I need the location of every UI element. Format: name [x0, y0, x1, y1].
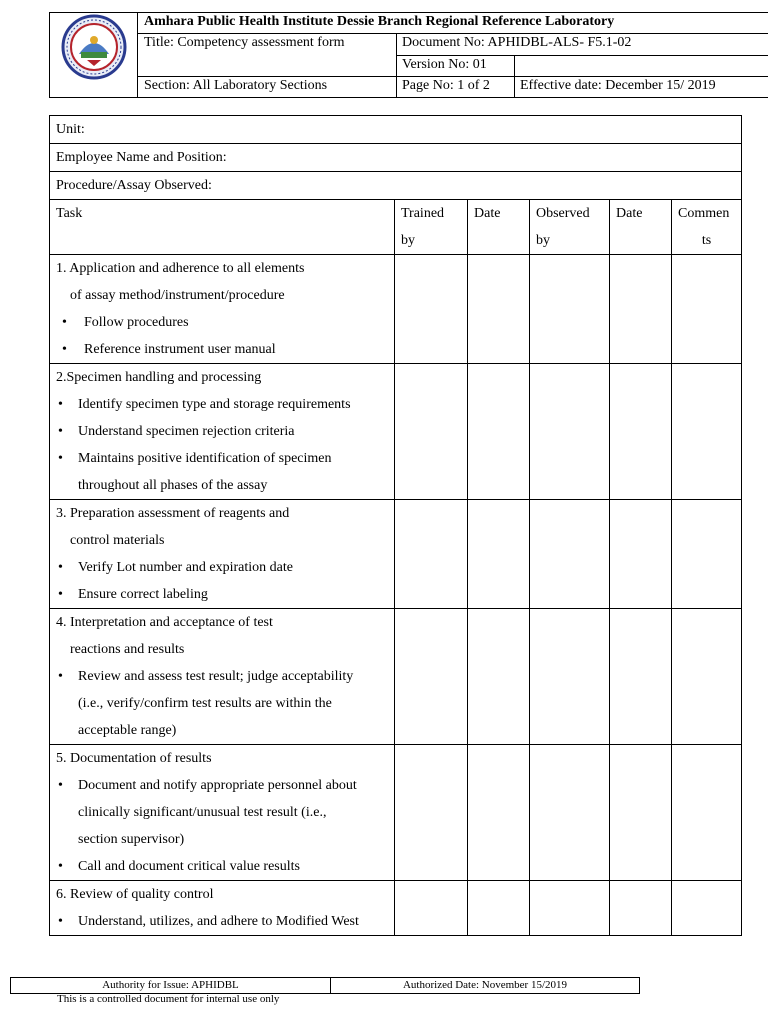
task-row: [50, 609, 742, 745]
date-cell[interactable]: [468, 255, 530, 364]
version-number: Version No: 01: [402, 57, 487, 72]
task-description: 2.Specimen handling and processing • Identify specimen type and storage requirements • Understand specimen rejection criteria • Maintains positive identification of specimen throughout all phases of the assay: [50, 364, 395, 500]
trained-by-cell[interactable]: [395, 364, 468, 500]
task-description: 4. Interpretation and acceptance of test reactions and results • Review and assess test result; judge acceptability (i.e., verify/confirm test results are within the acceptable range): [50, 609, 395, 745]
observed-by-cell[interactable]: [530, 609, 610, 745]
task-description: 3. Preparation assessment of reagents and control materials • Verify Lot number and expiration date • Ensure correct labeling: [50, 500, 395, 609]
task-row: [50, 881, 742, 936]
date-header: Date: [468, 200, 530, 255]
date-cell[interactable]: [468, 500, 530, 609]
date-cell[interactable]: [610, 609, 672, 745]
date-cell[interactable]: [468, 881, 530, 936]
observed-by-header: Observed by: [530, 200, 610, 255]
authority-for-issue: Authority for Issue: APHIDBL: [102, 979, 239, 991]
task-row: [50, 745, 742, 881]
date-header-2: Date: [610, 200, 672, 255]
institution-name: Amhara Public Health Institute Dessie Branch Regional Reference Laboratory: [144, 14, 615, 29]
trained-by-cell[interactable]: [395, 881, 468, 936]
employee-name-field[interactable]: Employee Name and Position:: [50, 144, 742, 172]
document-footer: [10, 977, 640, 994]
date-cell[interactable]: [468, 745, 530, 881]
unit-field[interactable]: Unit:: [50, 116, 742, 144]
competency-assessment-table: [49, 115, 742, 936]
date-cell[interactable]: [610, 500, 672, 609]
comments-header: Commen ts: [672, 200, 742, 255]
comments-cell[interactable]: [672, 881, 742, 936]
institute-seal-icon: [59, 14, 129, 80]
controlled-document-note: This is a controlled document for internal use only: [57, 993, 280, 1005]
page-number: Page No: 1 of 2: [402, 78, 490, 93]
task-header: Task: [50, 200, 395, 255]
task-description: 1. Application and adherence to all elements of assay method/instrument/procedure • Follow procedures • Reference instrument user manual: [50, 255, 395, 364]
observed-by-cell[interactable]: [530, 745, 610, 881]
task-description: 6. Review of quality control • Understand, utilizes, and adhere to Modified West: [50, 881, 395, 936]
comments-cell[interactable]: [672, 609, 742, 745]
trained-by-cell[interactable]: [395, 609, 468, 745]
date-cell[interactable]: [468, 609, 530, 745]
date-cell[interactable]: [610, 364, 672, 500]
trained-by-cell[interactable]: [395, 745, 468, 881]
task-row: [50, 500, 742, 609]
task-row: [50, 364, 742, 500]
observed-by-cell[interactable]: [530, 364, 610, 500]
task-row: [50, 255, 742, 364]
date-cell[interactable]: [610, 745, 672, 881]
trained-by-cell[interactable]: [395, 255, 468, 364]
comments-cell[interactable]: [672, 745, 742, 881]
authorized-date: Authorized Date: November 15/2019: [402, 979, 568, 991]
document-number: Document No: APHIDBL-ALS- F5.1-02: [402, 35, 632, 50]
section-label: Section: All Laboratory Sections: [144, 78, 328, 93]
comments-cell[interactable]: [672, 364, 742, 500]
observed-by-cell[interactable]: [530, 255, 610, 364]
comments-cell[interactable]: [672, 255, 742, 364]
procedure-row: [50, 172, 742, 200]
procedure-field[interactable]: Procedure/Assay Observed:: [50, 172, 742, 200]
unit-row: [50, 116, 742, 144]
date-cell[interactable]: [610, 255, 672, 364]
task-description: 5. Documentation of results • Document and notify appropriate personnel about clinically significant/unusual test result (i.e., section supervisor) • Call and document critical value results: [50, 745, 395, 881]
employee-row: [50, 144, 742, 172]
comments-cell[interactable]: [672, 500, 742, 609]
observed-by-cell[interactable]: [530, 500, 610, 609]
date-cell[interactable]: [610, 881, 672, 936]
effective-date: Effective date: December 15/ 2019: [520, 78, 716, 93]
document-header: [49, 12, 768, 98]
observed-by-cell[interactable]: [530, 881, 610, 936]
trained-by-header: Trained by: [395, 200, 468, 255]
trained-by-cell[interactable]: [395, 500, 468, 609]
document-title: Title: Competency assessment form: [144, 35, 345, 50]
date-cell[interactable]: [468, 364, 530, 500]
column-header-row: [50, 200, 742, 255]
